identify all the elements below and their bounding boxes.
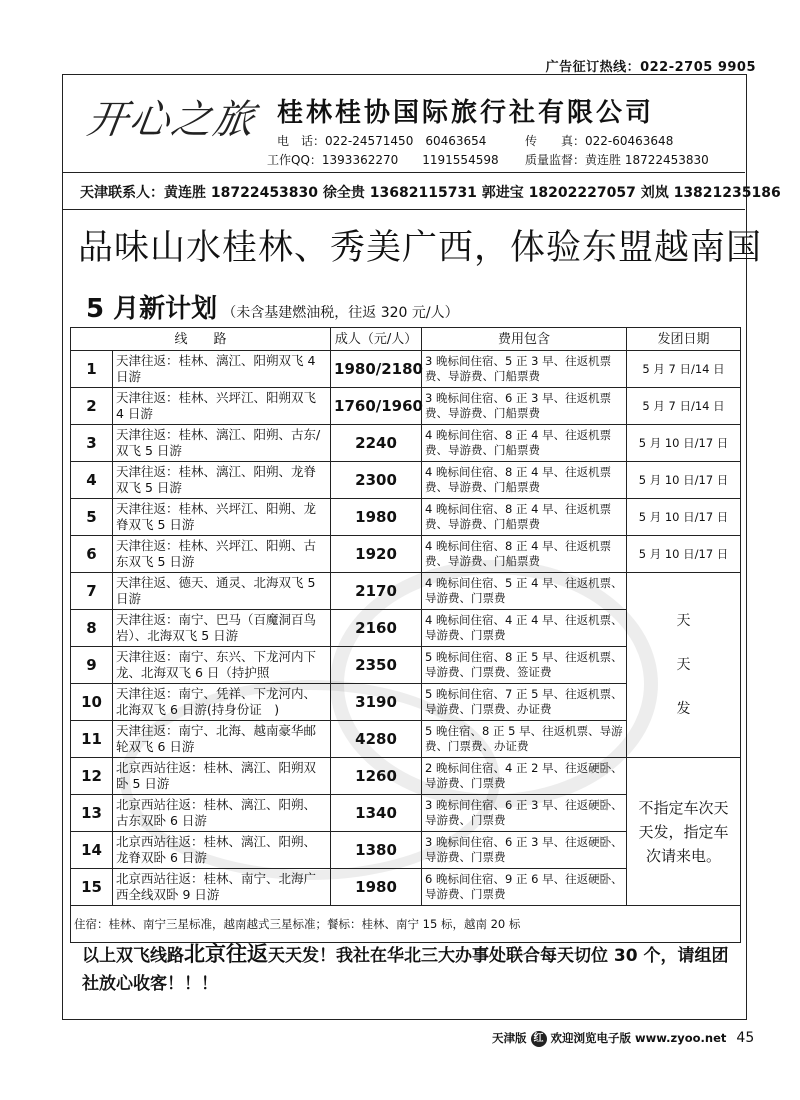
phone-row [277, 132, 486, 149]
col-route-header: 线 路 [71, 328, 331, 351]
footer-slogan: 欢迎浏览电子版 www.zyoo.net [550, 1031, 727, 1045]
col-include-header: 费用包含 [422, 328, 627, 351]
date-cell: 5 月 7 日/14 日 [627, 388, 741, 425]
route-cell: 天津往返：桂林、兴坪江、阳朔、龙脊双飞 5 日游 [113, 499, 331, 536]
table-row [71, 388, 741, 425]
fax-label: 传 真： [525, 134, 586, 148]
phone-value: 022-24571450 60463654 [325, 134, 487, 148]
date-cell: 5 月 10 日/17 日 [627, 425, 741, 462]
bottom-notice-part2: 天天发！我社在华北三大办事处联合每天切位 30 个，请组团社放心收客！！！ [82, 946, 729, 994]
route-cell: 天津往返：南宁、东兴、下龙河内下龙、北海双飞 6 日（持护照 [113, 647, 331, 684]
table-row [71, 573, 741, 610]
plan-note: （未含基建燃油税，往返 320 元/人） [222, 305, 459, 321]
fax-row [525, 132, 673, 149]
qq-label: 工作QQ： [267, 153, 322, 167]
route-cell: 天津往返：南宁、北海、越南豪华邮轮双飞 6 日游 [113, 721, 331, 758]
date-cell: 5 月 7 日/14 日 [627, 351, 741, 388]
price-cell: 2350 [331, 647, 422, 684]
table-row [71, 462, 741, 499]
price-cell: 1380 [331, 832, 422, 869]
supervisor-value: 黄连胜 18722453830 [585, 153, 709, 167]
bottom-notice-part1: 以上双飞线路 [82, 946, 184, 966]
row-number: 9 [71, 647, 113, 684]
table-footnote-row [71, 906, 741, 943]
route-cell: 天津往返：桂林、兴坪江、阳朔双飞 4 日游 [113, 388, 331, 425]
row-number: 15 [71, 869, 113, 906]
row-number: 1 [71, 351, 113, 388]
include-cell: 5 晚标间住宿、7 正 5 早、往返机票、导游费、门票费、办证费 [422, 684, 627, 721]
supervisor-label: 质量监督： [525, 153, 586, 167]
include-cell: 3 晚标间住宿、6 正 3 早、往返硬卧、导游费、门票费 [422, 795, 627, 832]
daily-departure-cell [627, 573, 741, 758]
row-number: 13 [71, 795, 113, 832]
fax-value: 022-60463648 [585, 134, 674, 148]
include-cell: 5 晚标间住宿、8 正 5 早、往返机票、导游费、门票费、签证费 [422, 647, 627, 684]
price-cell: 4280 [331, 721, 422, 758]
rail-note-cell: 不指定车次天天发，指定车次请来电。 [627, 758, 741, 906]
table-row [71, 758, 741, 795]
include-cell: 3 晚标间住宿、6 正 3 早、往返机票费、导游费、门船票费 [422, 388, 627, 425]
include-cell: 2 晚标间住宿、4 正 2 早、往返硬卧、导游费、门票费 [422, 758, 627, 795]
include-cell: 3 晚标间住宿、6 正 3 早、往返硬卧、导游费、门票费 [422, 832, 627, 869]
row-number: 10 [71, 684, 113, 721]
table-header-row [71, 328, 741, 351]
price-cell: 1340 [331, 795, 422, 832]
route-cell: 北京西站往返：桂林、漓江、阳朔双卧 5 日游 [113, 758, 331, 795]
row-number: 3 [71, 425, 113, 462]
table-footnote: 住宿：桂林、南宁三星标准，越南越式三星标准；餐标：桂林、南宁 15 标，越南 20 标 [71, 906, 741, 943]
logo: 开心之旅 [84, 97, 259, 143]
table-row [71, 536, 741, 573]
qq-row [267, 151, 499, 168]
route-cell: 天津往返：桂林、漓江、阳朔、龙脊双飞 5 日游 [113, 462, 331, 499]
qq-value: 1393362270 1191554598 [321, 153, 499, 167]
price-cell: 1980 [331, 869, 422, 906]
include-cell: 4 晚标间住宿、5 正 4 早、往返机票、导游费、门票费 [422, 573, 627, 610]
price-cell: 1920 [331, 536, 422, 573]
price-cell: 2160 [331, 610, 422, 647]
table-row [71, 499, 741, 536]
col-price-header: 成人（元/人） [331, 328, 422, 351]
include-cell: 4 晚标间住宿、4 正 4 早、往返机票、导游费、门票费 [422, 610, 627, 647]
price-cell: 2300 [331, 462, 422, 499]
include-cell: 5 晚住宿、8 正 5 早、往返机票、导游费、门票费、办证费 [422, 721, 627, 758]
edition-label: 天津版 [492, 1031, 527, 1045]
bottom-notice [82, 940, 742, 998]
col-date-header: 发团日期 [627, 328, 741, 351]
include-cell: 4 晚标间住宿、8 正 4 早、往返机票费、导游费、门船票费 [422, 536, 627, 573]
include-cell: 3 晚标间住宿、5 正 3 早、往返机票费、导游费、门船票费 [422, 351, 627, 388]
plan-title [86, 288, 459, 325]
table-row [71, 351, 741, 388]
route-cell: 北京西站往返：桂林、漓江、阳朔、龙脊双卧 6 日游 [113, 832, 331, 869]
row-number: 7 [71, 573, 113, 610]
include-cell: 4 晚标间住宿、8 正 4 早、往返机票费、导游费、门船票费 [422, 499, 627, 536]
price-cell: 2240 [331, 425, 422, 462]
company-name: 桂林桂协国际旅行社有限公司 [277, 98, 655, 128]
date-cell: 5 月 10 日/17 日 [627, 462, 741, 499]
include-cell: 4 晚标间住宿、8 正 4 早、往返机票费、导游费、门船票费 [422, 425, 627, 462]
route-cell: 天津往返：桂林、漓江、阳朔、古东/双飞 5 日游 [113, 425, 331, 462]
price-cell: 1760/1960 [331, 388, 422, 425]
route-cell: 北京西站往返：桂林、漓江、阳朔、古东双卧 6 日游 [113, 795, 331, 832]
tianjin-contacts: 天津联系人：黄连胜 18722453830 徐全贵 13682115731 郭进宝 18202227057 刘岚 13821235186 [62, 176, 745, 210]
bottom-notice-highlight: 北京往返 [184, 942, 268, 966]
include-cell: 4 晚标间住宿、8 正 4 早、往返机票费、导游费、门船票费 [422, 462, 627, 499]
row-number: 4 [71, 462, 113, 499]
date-cell: 5 月 10 日/17 日 [627, 536, 741, 573]
daily-departure-text: 天 天 发 [676, 613, 691, 717]
tour-table [70, 327, 741, 943]
row-number: 6 [71, 536, 113, 573]
row-number: 14 [71, 832, 113, 869]
row-number: 12 [71, 758, 113, 795]
route-cell: 天津往返、德天、通灵、北海双飞 5 日游 [113, 573, 331, 610]
ad-hotline: 广告征订热线：022-2705 9905 [545, 60, 756, 75]
page-footer [492, 1030, 754, 1047]
route-cell: 天津往返：南宁、巴马（百魔洞百鸟岩）、北海双飞 5 日游 [113, 610, 331, 647]
red-badge-icon: 红 [531, 1031, 547, 1047]
row-number: 11 [71, 721, 113, 758]
headline: 品味山水桂林、秀美广西，体验东盟越南国 [78, 228, 763, 268]
supervisor-row [525, 151, 709, 168]
price-cell: 1260 [331, 758, 422, 795]
plan-title-text: 5 月新计划 [86, 294, 218, 324]
price-cell: 3190 [331, 684, 422, 721]
route-cell: 天津往返：桂林、漓江、阳朔双飞 4 日游 [113, 351, 331, 388]
row-number: 5 [71, 499, 113, 536]
route-cell: 天津往返：桂林、兴坪江、阳朔、古东双飞 5 日游 [113, 536, 331, 573]
price-cell: 1980/2180 [331, 351, 422, 388]
price-cell: 2170 [331, 573, 422, 610]
phone-label: 电 话： [277, 134, 326, 148]
table-row [71, 425, 741, 462]
page-number: 45 [736, 1030, 755, 1046]
date-cell: 5 月 10 日/17 日 [627, 499, 741, 536]
row-number: 8 [71, 610, 113, 647]
price-cell: 1980 [331, 499, 422, 536]
row-number: 2 [71, 388, 113, 425]
include-cell: 6 晚标间住宿、9 正 6 早、往返硬卧、导游费、门票费 [422, 869, 627, 906]
company-header [62, 74, 745, 173]
route-cell: 北京西站往返：桂林、南宁、北海广西全线双卧 9 日游 [113, 869, 331, 906]
route-cell: 天津往返：南宁、凭祥、下龙河内、北海双飞 6 日游(持身份证 ) [113, 684, 331, 721]
